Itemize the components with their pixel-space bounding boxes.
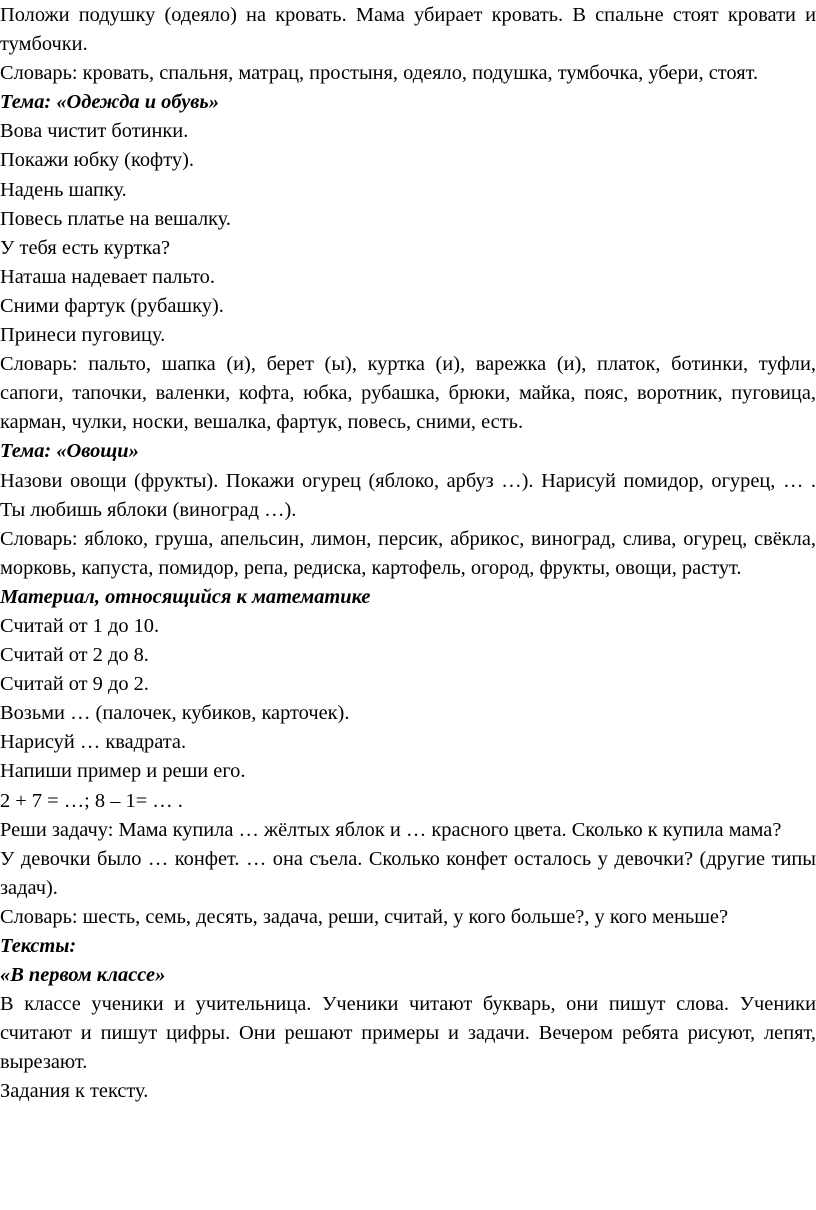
heading-clothes-topic: Тема: «Одежда и обувь» (0, 91, 219, 114)
line-clothes-1: Вова чистит ботинки. (0, 120, 189, 143)
line-clothes-7: Сними фартук (рубашку). (0, 294, 224, 317)
line-math-2: Считай от 2 до 8. (0, 644, 149, 667)
line-clothes-3: Надень шапку. (0, 178, 127, 201)
paragraph-vegetables-vocabulary: Словарь: яблоко, груша, апельсин, лимон, персик, абрикос, виноград, слива, огурец, свёкла, морковь, капуста, помидор, репа, редиска, картофель, огород, фрукты, овощи, растут. (0, 527, 816, 579)
line-text-assignments: Задания к тексту. (0, 1080, 149, 1103)
line-clothes-2: Покажи юбку (кофту). (0, 149, 194, 172)
heading-texts: Тексты: (0, 935, 77, 957)
line-math-equation: 2 + 7 = …; 8 – 1= … . (0, 789, 183, 812)
heading-vegetables-topic: Тема: «Овощи» (0, 440, 139, 463)
paragraph-bedroom-instructions: Положи подушку (одеяло) на кровать. Мама убирает кровать. В спальне стоят кровати и тумбочки. (0, 4, 816, 56)
paragraph-vegetables-instructions: Назови овощи (фрукты). Покажи огурец (яблоко, арбуз …). Нарисуй помидор, огурец, … . Ты любишь яблоки (виноград …). (0, 469, 816, 521)
heading-math-material: Материал, относящийся к математике (0, 585, 371, 608)
paragraph-clothes-vocabulary: Словарь: пальто, шапка (и), берет (ы), куртка (и), варежка (и), платок, ботинки, туфли, сапоги, тапочки, валенки, кофта, юбка, рубашка, брюки, майка, пояс, воротник, пуговица, карман, чулки, носки, вешалка, фартук, повесь, сними, есть. (0, 353, 816, 434)
paragraph-math-task-candies: У девочки было … конфет. … она съела. Сколько конфет осталось у девочки? (другие типы задач). (0, 847, 816, 899)
line-math-6: Напиши пример и реши его. (0, 760, 246, 783)
paragraph-first-class-text: В классе ученики и учительница. Ученики читают букварь, они пишут слова. Ученики считают и пишут цифры. Они решают примеры и задачи. Вечером ребята рисуют, лепят, вырезают. (0, 993, 816, 1074)
line-math-1: Считай от 1 до 10. (0, 614, 160, 637)
line-math-5: Нарисуй … квадрата. (0, 731, 187, 754)
line-clothes-4: Повесь платье на вешалку. (0, 207, 231, 230)
line-clothes-8: Принеси пуговицу. (0, 324, 166, 347)
line-math-4: Возьми … (палочек, кубиков, карточек). (0, 702, 350, 725)
heading-first-class-text: «В первом классе» (0, 964, 166, 987)
line-clothes-6: Наташа надевает пальто. (0, 265, 215, 288)
paragraph-math-vocabulary: Словарь: шесть, семь, десять, задача, реши, считай, у кого больше?, у кого меньше? (0, 905, 729, 928)
paragraph-math-task-apples: Реши задачу: Мама купила … жёлтых яблок и … красного цвета. Сколько к купила мама? (0, 818, 782, 841)
line-clothes-5: У тебя есть куртка? (0, 236, 171, 259)
line-math-3: Считай от 9 до 2. (0, 673, 149, 696)
paragraph-bedroom-vocabulary: Словарь: кровать, спальня, матрац, простыня, одеяло, подушка, тумбочка, убери, стоят. (0, 62, 759, 85)
